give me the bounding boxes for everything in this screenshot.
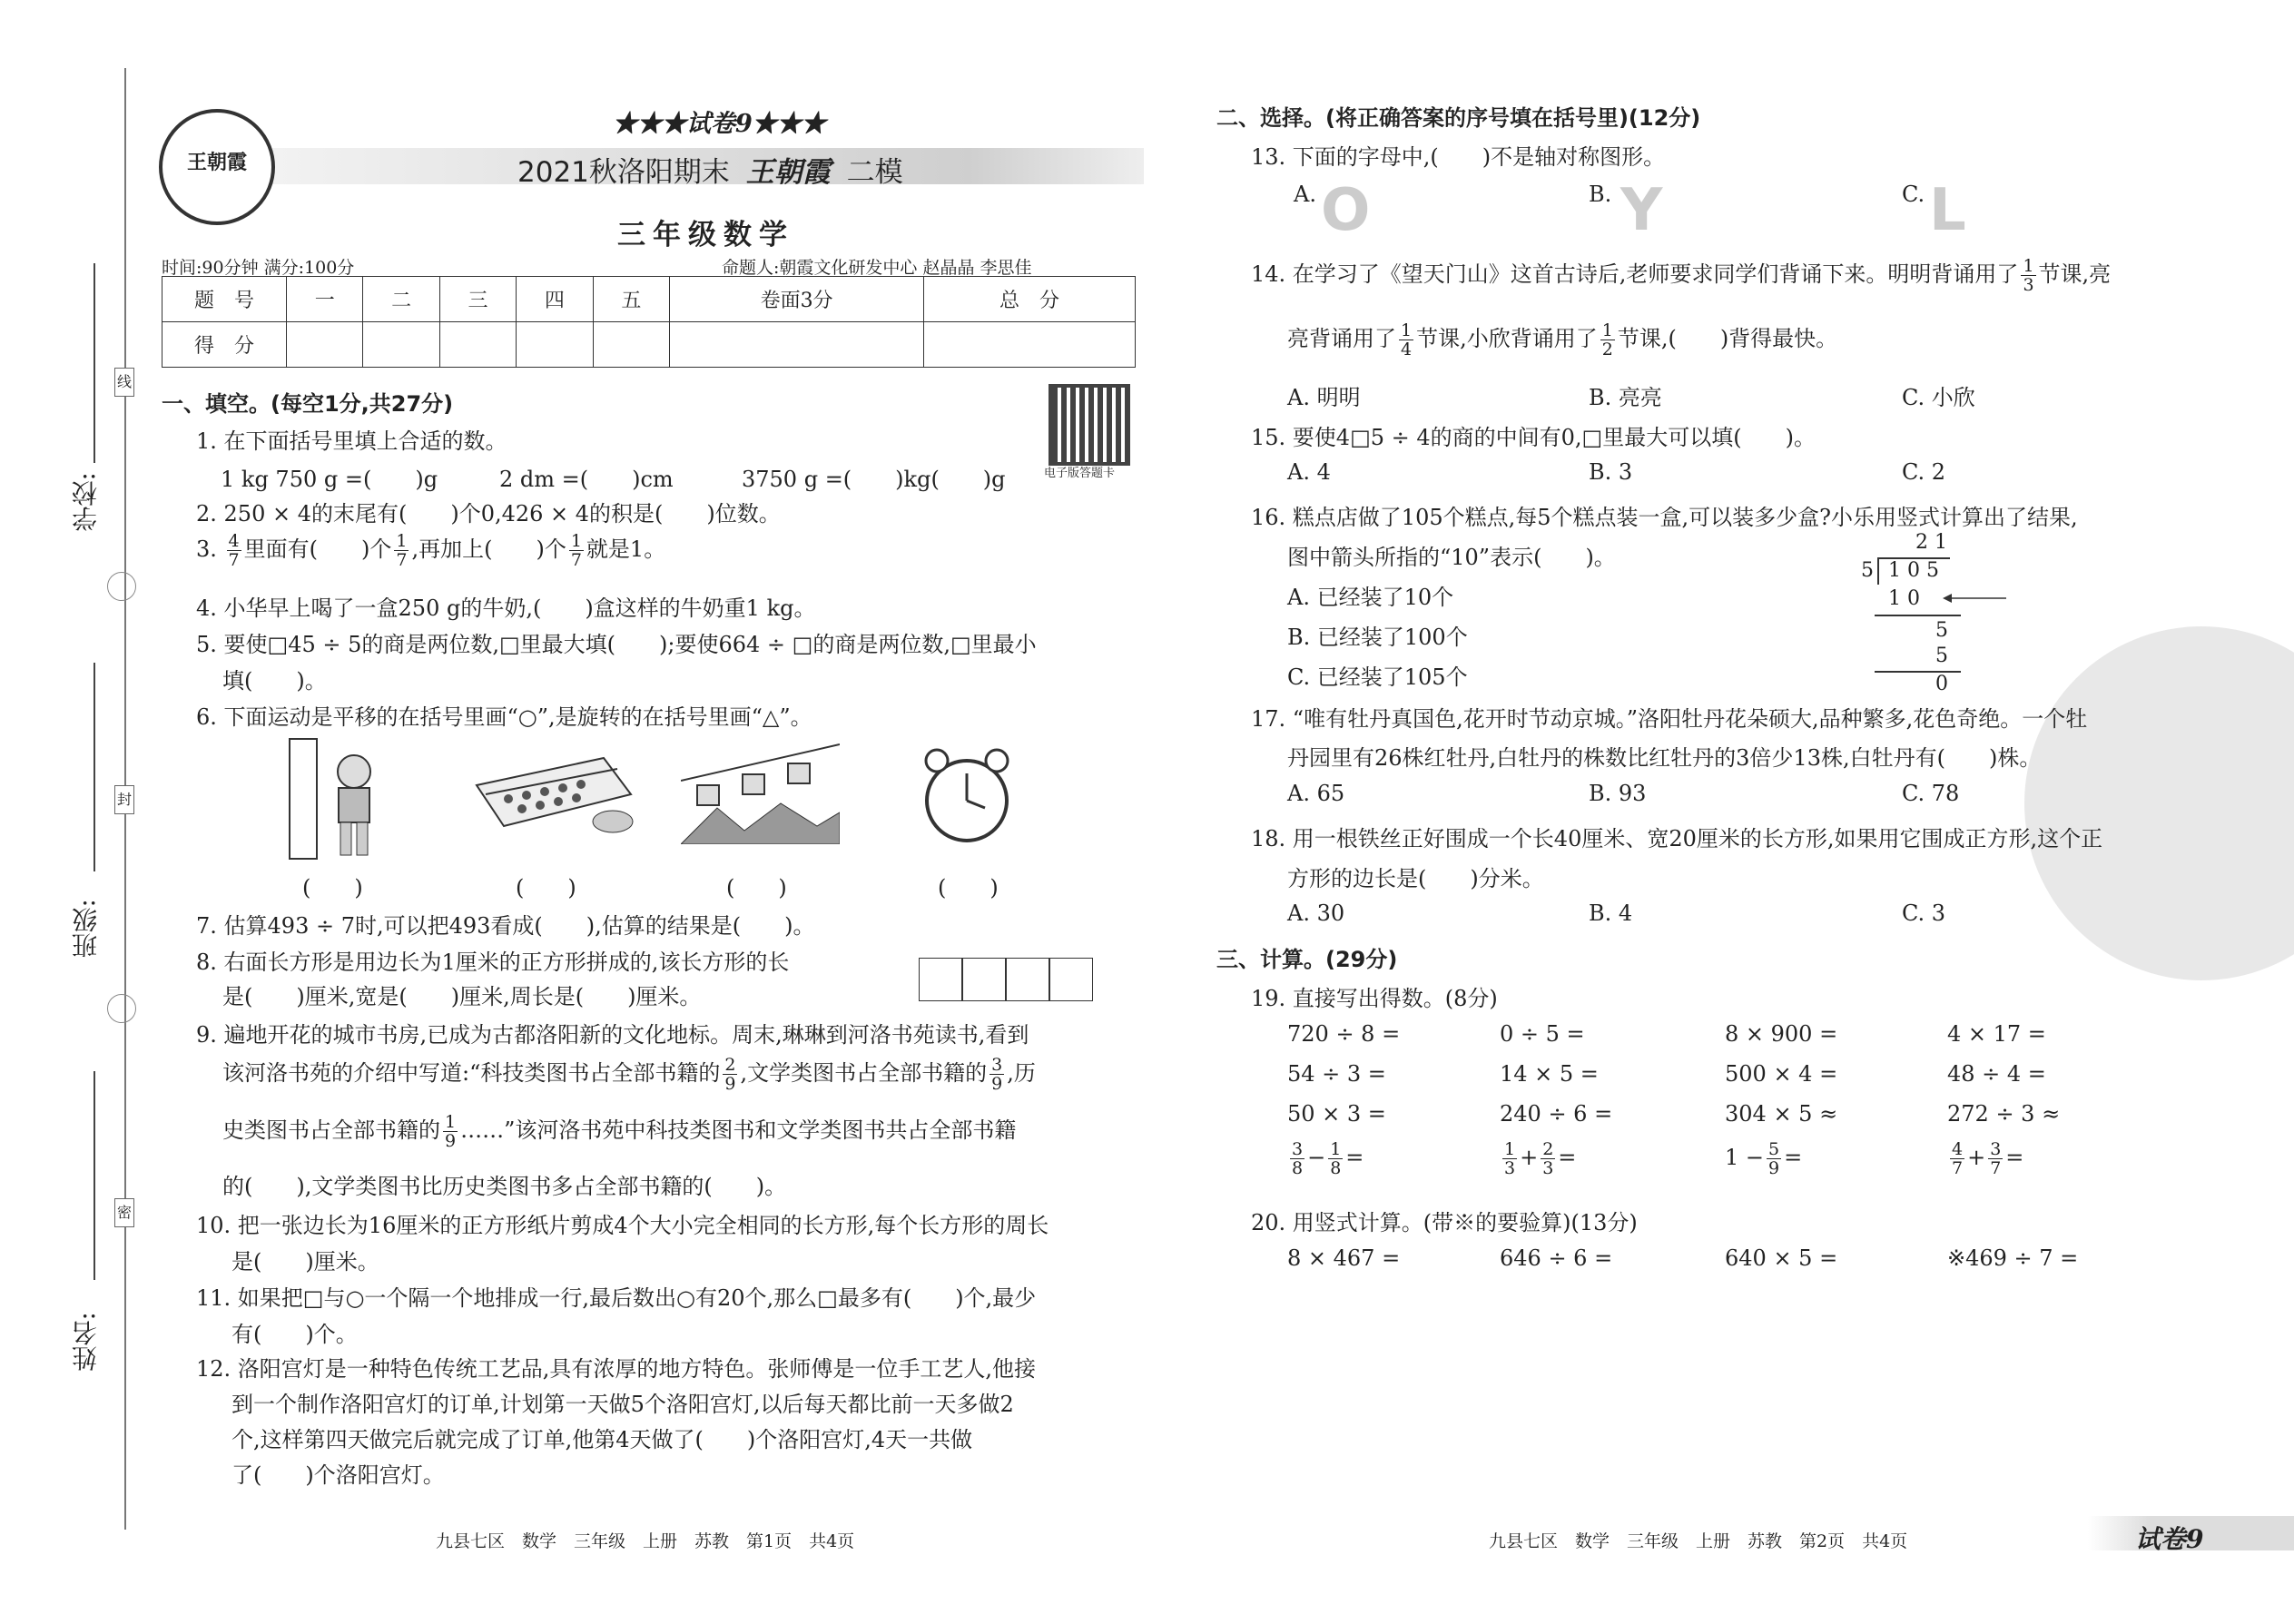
q6-alarm-clock-image bbox=[917, 744, 1017, 849]
q16-line1: 16. 糕点店做了105个糕点,每5个糕点装一盒,可以装多少盒?小乐用竖式计算出了结果, bbox=[1251, 505, 2078, 530]
fraction bbox=[569, 532, 584, 569]
calc-item: 8 × 467 = bbox=[1287, 1245, 1401, 1271]
denominator: 4 bbox=[1401, 340, 1413, 359]
denominator: 9 bbox=[724, 1074, 736, 1094]
fraction bbox=[1502, 1140, 1517, 1177]
div-step1: 1 0 bbox=[1888, 587, 1920, 610]
punch-hole-icon bbox=[107, 994, 136, 1023]
denominator: 7 bbox=[1952, 1158, 1964, 1178]
denominator: 8 bbox=[1292, 1158, 1304, 1178]
calc-fraction-item bbox=[1287, 1140, 1364, 1177]
q10-line2: 是( )厘米。 bbox=[231, 1249, 379, 1275]
q13-opt-b: B. bbox=[1589, 182, 1612, 207]
q16-line2: 图中箭头所指的“10”表示( )。 bbox=[1287, 545, 1616, 570]
q14-text: 节课,小欣背诵用了 bbox=[1416, 326, 1598, 351]
fraction bbox=[1767, 1140, 1781, 1177]
subject-title: 三年级数学 bbox=[617, 219, 794, 251]
operator: = bbox=[1345, 1145, 1364, 1170]
q3-text-b: ,再加上( )个 bbox=[411, 536, 566, 562]
title-pre: 2021秋洛阳期末 bbox=[517, 156, 730, 189]
title-brand: 王朝霞 bbox=[745, 156, 831, 189]
q16-opt-a: A. 已经装了10个 bbox=[1287, 585, 1454, 610]
q11-line2: 有( )个。 bbox=[231, 1322, 358, 1347]
score-cell: 二 bbox=[363, 277, 439, 322]
operator: + bbox=[1967, 1145, 1986, 1170]
score-cell[interactable] bbox=[439, 322, 516, 368]
calc-fraction-item bbox=[1500, 1140, 1576, 1177]
denominator: 3 bbox=[1504, 1158, 1516, 1178]
qr-caption: 电子版答题卡 bbox=[1044, 467, 1116, 480]
numerator: 1 bbox=[1504, 1139, 1516, 1159]
q14-text: 14. 在学习了《望天门山》这首古诗后,老师要求同学们背诵下来。明明背诵用了 bbox=[1251, 261, 2019, 287]
numerator: 3 bbox=[1292, 1139, 1304, 1159]
score-cell: 卷面3分 bbox=[670, 277, 924, 322]
fraction bbox=[1290, 1140, 1305, 1177]
calc-item: 500 × 4 = bbox=[1725, 1061, 1838, 1087]
numerator: 2 bbox=[1542, 1139, 1554, 1159]
score-cell: 题 号 bbox=[162, 277, 287, 322]
q5-line1: 5. 要使□45 ÷ 5的商是两位数,□里最大填( );要使664 ÷ □的商是两位数,□里最小 bbox=[196, 632, 1037, 657]
q9-text: ,文学类图书占全部书籍的 bbox=[740, 1060, 988, 1086]
q13: 13. 下面的字母中,( )不是轴对称图形。 bbox=[1251, 144, 1666, 170]
numerator: 3 bbox=[991, 1055, 1003, 1075]
q16-opt-c: C. 已经装了105个 bbox=[1287, 664, 1468, 690]
q15: 15. 要使4□5 ÷ 4的商的中间有0,□里最大可以填( )。 bbox=[1251, 425, 1816, 450]
calc-item: 720 ÷ 8 = bbox=[1287, 1021, 1401, 1047]
footer-right: 九县七区 数学 三年级 上册 苏教 第2页 共4页 bbox=[1489, 1531, 1908, 1551]
numerator: 1 bbox=[1601, 320, 1613, 340]
fraction bbox=[1988, 1140, 2003, 1177]
div-dividend: 1 0 5 bbox=[1888, 559, 1939, 582]
q1a: 1 kg 750 g =( )g bbox=[221, 467, 438, 492]
denominator: 9 bbox=[1768, 1158, 1780, 1178]
name-underline bbox=[94, 1071, 95, 1280]
section1-title: 一、填空。(每空1分,共27分) bbox=[162, 391, 454, 417]
denominator: 3 bbox=[1542, 1158, 1554, 1178]
score-header-row bbox=[162, 277, 1136, 322]
q14-text: 亮背诵用了 bbox=[1287, 326, 1396, 351]
q13-letter-l: L bbox=[1929, 177, 1966, 244]
q13-letter-o: O bbox=[1321, 177, 1371, 244]
score-cell[interactable] bbox=[593, 322, 669, 368]
score-cell[interactable] bbox=[924, 322, 1136, 368]
q8-line1: 8. 右面长方形是用边长为1厘米的正方形拼成的,该长方形的长 bbox=[196, 950, 790, 975]
logo-badge bbox=[159, 109, 275, 225]
time-score: 时间:90分钟 满分:100分 bbox=[162, 258, 355, 278]
calc-item: 48 ÷ 4 = bbox=[1947, 1061, 2046, 1087]
calc-item: 54 ÷ 3 = bbox=[1287, 1061, 1386, 1087]
fraction bbox=[394, 532, 409, 569]
denominator: 2 bbox=[1601, 340, 1613, 359]
q5-line2: 填( )。 bbox=[222, 668, 327, 694]
q7: 7. 估算493 ÷ 7时,可以把493看成( ),估算的结果是( )。 bbox=[196, 913, 815, 939]
score-cell: 三 bbox=[439, 277, 516, 322]
q3-text-a: 里面有( )个 bbox=[243, 536, 392, 562]
punch-hole-icon bbox=[107, 572, 136, 601]
fraction bbox=[1950, 1140, 1964, 1177]
q1: 1. 在下面括号里填上合适的数。 bbox=[196, 428, 507, 454]
q17-line2: 丹园里有26株红牡丹,白牡丹的株数比红牡丹的3倍少13株,白牡丹有( )株。 bbox=[1287, 745, 2042, 771]
calc-item: 14 × 5 = bbox=[1500, 1061, 1599, 1087]
q8-grid-square bbox=[919, 958, 962, 1001]
q20: 20. 用竖式计算。(带※的要验算)(13分) bbox=[1251, 1210, 1638, 1235]
operator: 1 − bbox=[1725, 1145, 1765, 1170]
q8-grid-square bbox=[1006, 958, 1049, 1001]
q9-text: 史类图书占全部书籍的 bbox=[222, 1117, 440, 1143]
q18-line2: 方形的边长是( )分米。 bbox=[1287, 866, 1544, 891]
fraction bbox=[1600, 321, 1615, 359]
fraction bbox=[2021, 257, 2035, 294]
operator: = bbox=[2005, 1145, 2024, 1170]
score-cell: 总 分 bbox=[924, 277, 1136, 322]
div-bracket bbox=[1877, 557, 1879, 585]
school-label: 学校: bbox=[71, 472, 101, 532]
title-post: 二模 bbox=[846, 156, 903, 189]
q18-opt-b: B. 4 bbox=[1589, 901, 1633, 926]
calc-item: 304 × 5 ≈ bbox=[1725, 1101, 1838, 1127]
section2-title: 二、选择。(将正确答案的序号填在括号里)(12分) bbox=[1216, 105, 1701, 131]
class-underline bbox=[94, 663, 95, 871]
test-number: ★★★试卷9★★★ bbox=[613, 110, 826, 138]
arrow-left-icon bbox=[1943, 591, 2006, 605]
operator: + bbox=[1520, 1145, 1539, 1170]
school-underline bbox=[94, 263, 95, 463]
footer-tag: 试卷9 bbox=[2135, 1524, 2204, 1554]
q17-opt-a: A. 65 bbox=[1287, 781, 1345, 806]
q12-line4: 了( )个洛阳宫灯。 bbox=[231, 1462, 445, 1488]
q12-line1: 12. 洛阳宫灯是一种特色传统工艺品,具有浓厚的地方特色。张师傅是一位手工艺人,他接 bbox=[196, 1356, 1037, 1382]
q9-text: 该河洛书苑的介绍中写道:“科技类图书占全部书籍的 bbox=[222, 1060, 721, 1086]
long-division bbox=[1861, 531, 2015, 694]
denominator: 7 bbox=[228, 550, 240, 570]
q10-line1: 10. 把一张边长为16厘米的正方形纸片剪成4个大小完全相同的长方形,每个长方形的周长 bbox=[196, 1213, 1049, 1238]
q17-opt-c: C. 78 bbox=[1902, 781, 1960, 806]
fraction bbox=[227, 532, 241, 569]
q14-opt-b: B. 亮亮 bbox=[1589, 385, 1662, 410]
q9-line3 bbox=[222, 1112, 1016, 1150]
denominator: 7 bbox=[396, 550, 408, 570]
calc-item: 640 × 5 = bbox=[1725, 1245, 1838, 1271]
numerator: 4 bbox=[1952, 1139, 1964, 1159]
q6-blank-3[interactable]: ( ) bbox=[726, 875, 787, 901]
score-cell[interactable] bbox=[517, 322, 593, 368]
q13-letter-y: Y bbox=[1620, 177, 1663, 244]
q9-line1: 9. 遍地开花的城市书房,已成为古都洛阳新的文化地标。周末,琳琳到河洛书苑读书,看到 bbox=[196, 1022, 1029, 1048]
score-value-row bbox=[162, 322, 1136, 368]
numerator: 5 bbox=[1768, 1139, 1780, 1159]
authors: 命题人:朝霞文化研发中心 赵晶晶 李思佳 bbox=[722, 258, 1032, 278]
q9-line4: 的( ),文学类图书比历史类图书多占全部书籍的( )。 bbox=[222, 1174, 787, 1199]
numerator: 3 bbox=[1990, 1139, 2002, 1159]
calc-item: ※469 ÷ 7 = bbox=[1947, 1245, 2079, 1271]
denominator: 9 bbox=[991, 1074, 1003, 1094]
fraction bbox=[1541, 1140, 1555, 1177]
q14-line2 bbox=[1287, 320, 1837, 359]
numerator: 1 bbox=[445, 1112, 457, 1132]
q11-line1: 11. 如果把□与○一个隔一个地排成一行,最后数出○有20个,那么□最多有( )个,最少 bbox=[196, 1285, 1037, 1311]
calc-item: 240 ÷ 6 = bbox=[1500, 1101, 1613, 1127]
numerator: 1 bbox=[396, 531, 408, 551]
score-table bbox=[162, 276, 1136, 368]
operator: = bbox=[1784, 1145, 1803, 1170]
q13-opt-a: A. bbox=[1294, 182, 1316, 207]
numerator: 1 bbox=[1330, 1139, 1342, 1159]
numerator: 4 bbox=[228, 531, 240, 551]
fraction bbox=[443, 1113, 458, 1150]
score-cell[interactable] bbox=[670, 322, 924, 368]
q15-opt-c: C. 2 bbox=[1902, 459, 1946, 485]
fraction bbox=[1328, 1140, 1343, 1177]
q4: 4. 小华早上喝了一盒250 g的牛奶,( )盒这样的牛奶重1 kg。 bbox=[196, 595, 816, 621]
q9-text: ……”该河洛书苑中科技类图书和文学类图书共占全部书籍 bbox=[460, 1117, 1017, 1143]
q6: 6. 下面运动是平移的在括号里画“○”,是旋转的在括号里画“△”。 bbox=[196, 704, 812, 730]
calc-item: 8 × 900 = bbox=[1725, 1021, 1838, 1047]
logo-text: 王朝霞 bbox=[186, 151, 247, 174]
q8-grid-square bbox=[1049, 958, 1093, 1001]
main-title bbox=[517, 149, 903, 190]
q14-opt-a: A. 明明 bbox=[1287, 385, 1361, 410]
q6-blank-1[interactable]: ( ) bbox=[302, 875, 363, 901]
q14-text: 节课,( )背得最快。 bbox=[1617, 326, 1838, 351]
q12-line2: 到一个制作洛阳宫灯的订单,计划第一天做5个洛阳宫灯,以后每天都比前一天多做2 bbox=[231, 1392, 1014, 1417]
q14-text: 节课,亮 bbox=[2038, 261, 2112, 287]
operator: = bbox=[1558, 1145, 1577, 1170]
q15-opt-b: B. 3 bbox=[1589, 459, 1633, 485]
calc-fraction-item bbox=[1725, 1140, 1802, 1177]
denominator: 7 bbox=[1990, 1158, 2002, 1178]
denominator: 9 bbox=[445, 1131, 457, 1151]
q13-opt-c: C. bbox=[1902, 182, 1925, 207]
calc-fraction-item bbox=[1947, 1140, 2023, 1177]
operator: − bbox=[1307, 1145, 1326, 1170]
q8-line2: 是( )厘米,宽是( )厘米,周长是( )厘米。 bbox=[222, 984, 702, 1009]
score-cell: 一 bbox=[287, 277, 363, 322]
name-label: 姓名: bbox=[71, 1312, 101, 1372]
score-cell: 五 bbox=[593, 277, 669, 322]
q19: 19. 直接写出得数。(8分) bbox=[1251, 986, 1498, 1011]
q6-door-boy-image bbox=[286, 735, 386, 862]
q1c: 3750 g =( )kg( )g bbox=[742, 467, 1006, 492]
q3-num: 3. bbox=[196, 536, 217, 562]
q6-cable-car-image bbox=[681, 740, 840, 844]
class-label: 班级: bbox=[71, 899, 101, 959]
q14-line1 bbox=[1251, 256, 2111, 294]
denominator: 8 bbox=[1330, 1158, 1342, 1178]
q9-line2 bbox=[222, 1055, 1036, 1093]
score-cell: 得 分 bbox=[162, 322, 287, 368]
q12-line3: 个,这样第四天做完后就完成了订单,他第4天做了( )个洛阳宫灯,4天一共做 bbox=[231, 1427, 973, 1452]
q6-blank-2[interactable]: ( ) bbox=[516, 875, 576, 901]
q16-opt-b: B. 已经装了100个 bbox=[1287, 625, 1468, 650]
div-step2: 5 bbox=[1935, 619, 1948, 642]
score-cell[interactable] bbox=[287, 322, 363, 368]
div-quotient: 2 1 bbox=[1915, 531, 1947, 554]
calc-item: 4 × 17 = bbox=[1947, 1021, 2046, 1047]
numerator: 1 bbox=[1401, 320, 1413, 340]
calc-item: 646 ÷ 6 = bbox=[1500, 1245, 1613, 1271]
footer-left: 九县七区 数学 三年级 上册 苏教 第1页 共4页 bbox=[436, 1531, 855, 1551]
q17-line1: 17. “唯有牡丹真国色,花开时节动京城。”洛阳牡丹花朵硕大,品种繁多,花色奇绝。一个牡 bbox=[1251, 706, 2088, 732]
q6-abacus-image bbox=[468, 749, 635, 840]
q14-opt-c: C. 小欣 bbox=[1902, 385, 1975, 410]
score-cell: 四 bbox=[517, 277, 593, 322]
numerator: 2 bbox=[724, 1055, 736, 1075]
numerator: 1 bbox=[2023, 256, 2034, 276]
fraction bbox=[989, 1056, 1004, 1093]
denominator: 7 bbox=[570, 550, 582, 570]
div-divisor: 5 bbox=[1861, 559, 1874, 582]
seal-mark-bot: 密 bbox=[114, 1198, 134, 1227]
q8-grid-square bbox=[962, 958, 1006, 1001]
fraction bbox=[1399, 321, 1413, 359]
section3-title: 三、计算。(29分) bbox=[1216, 947, 1398, 972]
q3 bbox=[196, 531, 665, 569]
q1b: 2 dm =( )cm bbox=[499, 467, 674, 492]
q18-line1: 18. 用一根铁丝正好围成一个长40厘米、宽20厘米的长方形,如果用它围成正方形,这个正 bbox=[1251, 826, 2103, 851]
q3-text-c: 就是1。 bbox=[586, 536, 666, 562]
q6-blank-4[interactable]: ( ) bbox=[938, 875, 999, 901]
q15-opt-a: A. 4 bbox=[1287, 459, 1331, 485]
calc-item: 0 ÷ 5 = bbox=[1500, 1021, 1585, 1047]
qr-code-icon bbox=[1049, 384, 1130, 466]
q9-text: ,历 bbox=[1007, 1060, 1036, 1086]
div-line bbox=[1875, 615, 1961, 616]
div-step4: 0 bbox=[1935, 673, 1948, 695]
div-step3: 5 bbox=[1935, 645, 1948, 667]
numerator: 1 bbox=[570, 531, 582, 551]
calc-item: 272 ÷ 3 ≈ bbox=[1947, 1101, 2061, 1127]
denominator: 3 bbox=[2023, 275, 2034, 295]
watermark-seal bbox=[2024, 626, 2294, 980]
seal-mark-mid: 封 bbox=[114, 785, 134, 814]
q17-opt-b: B. 93 bbox=[1589, 781, 1647, 806]
q18-opt-c: C. 3 bbox=[1902, 901, 1946, 926]
q2: 2. 250 × 4的末尾有( )个0,426 × 4的积是( )位数。 bbox=[196, 501, 781, 527]
q18-opt-a: A. 30 bbox=[1287, 901, 1345, 926]
seal-mark-top: 线 bbox=[114, 368, 134, 397]
score-cell[interactable] bbox=[363, 322, 439, 368]
calc-item: 50 × 3 = bbox=[1287, 1101, 1386, 1127]
fraction bbox=[723, 1056, 737, 1093]
